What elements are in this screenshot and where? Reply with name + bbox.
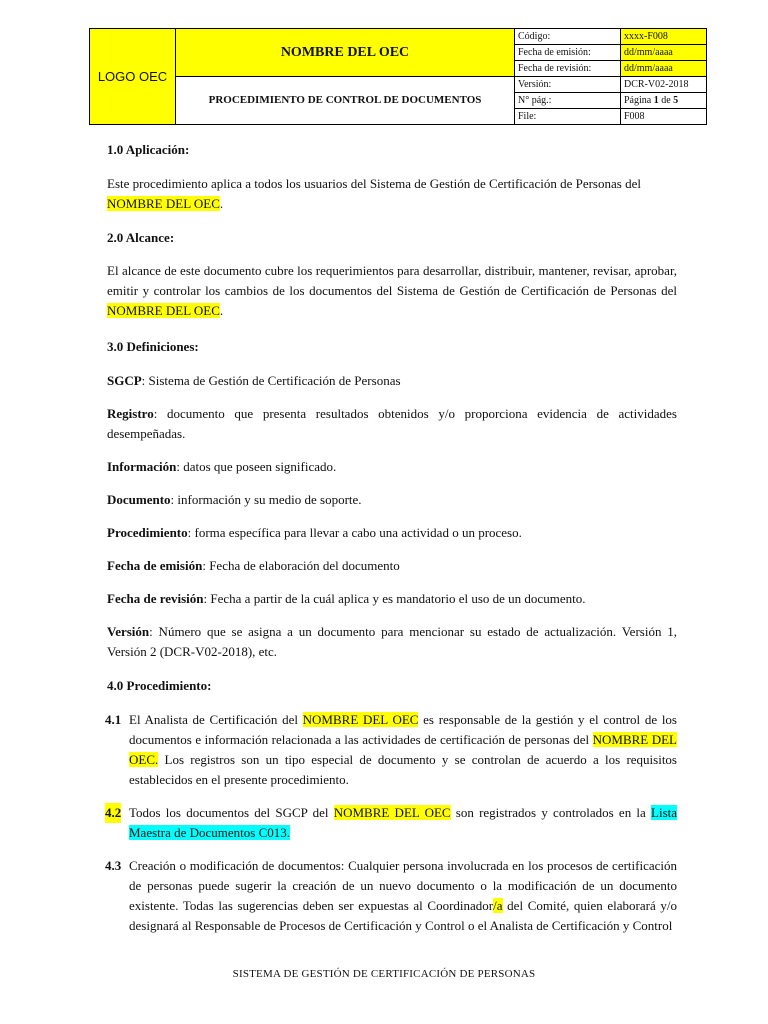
version-value: DCR-V02-2018 — [621, 77, 707, 93]
issue-date-value: dd/mm/aaaa — [621, 45, 707, 61]
page-value: Página 1 de 5 — [621, 93, 707, 109]
section-heading-alcance: 2.0 Alcance: — [107, 230, 175, 245]
paragraph-aplicacion: Este procedimiento aplica a todos los usuarios del Sistema de Gestión de Certificación de Personas del NOMBRE DEL OEC. — [107, 176, 641, 211]
paragraph-alcance: El alcance de este documento cubre los requerimientos para desarrollar, distribuir, mantener, revisar, aprobar, emitir y controlar los cambios de los documentos del Sistema de Gestión de Certificación de Personas del NOMBRE DEL OEC. — [107, 263, 677, 318]
revision-date-label: Fecha de revisión: — [515, 61, 621, 77]
document-body — [107, 140, 677, 936]
highlight-master-list: Lista Maestra de Documentos C013. — [129, 805, 678, 840]
section-heading-aplicacion: 1.0 Aplicación: — [107, 142, 190, 157]
item-number: 4.1 — [105, 712, 122, 727]
org-name: NOMBRE DEL OEC — [176, 29, 515, 77]
highlight-oec-name: NOMBRE DEL OEC — [107, 303, 220, 318]
definition-registro: Registro: documento que presenta resultados obtenidos y/o proporciona evidencia de actividades desempeñadas. — [107, 406, 677, 441]
version-label: Versión: — [515, 77, 621, 93]
highlight-oec-name: NOMBRE DEL OEC. — [129, 732, 677, 767]
revision-date-value: dd/mm/aaaa — [621, 61, 707, 77]
highlight-gender-suffix: /a — [493, 898, 503, 913]
item-number: 4.3 — [105, 858, 122, 873]
definition-fecha-emision: Fecha de emisión: Fecha de elaboración del documento — [107, 558, 400, 573]
procedure-item-4-1: 4.1 El Analista de Certificación del NOMBRE DEL OEC es responsable de la gestión y el control de los documentos e información relacionada a las actividades de certificación de personas del NOMBRE DEL OEC. Los registros son un tipo especial de documento y se controlan de acuerdo a los requisitos establecidos en el presente procedimiento. — [105, 712, 677, 787]
highlight-oec-name: NOMBRE DEL OEC — [333, 805, 451, 820]
highlight-oec-name: NOMBRE DEL OEC — [302, 712, 419, 727]
file-label: File: — [515, 109, 621, 125]
code-value: xxxx-F008 — [621, 29, 707, 45]
page-label: N° pág.: — [515, 93, 621, 109]
procedure-item-4-2: 4.2 Todos los documentos del SGCP del NOMBRE DEL OEC son registrados y controlados en la Lista Maestra de Documentos C013. — [105, 805, 678, 840]
highlight-oec-name: NOMBRE DEL OEC — [107, 196, 220, 211]
logo-placeholder: LOGO OEC — [90, 29, 176, 125]
definition-documento: Documento: información y su medio de soporte. — [107, 492, 362, 507]
procedure-title: PROCEDIMIENTO DE CONTROL DE DOCUMENTOS — [176, 77, 515, 125]
section-heading-procedimiento: 4.0 Procedimiento: — [107, 678, 212, 693]
definition-fecha-revision: Fecha de revisión: Fecha a partir de la cuál aplica y es mandatorio el uso de un documento. — [107, 591, 586, 606]
code-label: Código: — [515, 29, 621, 45]
definition-procedimiento: Procedimiento: forma específica para llevar a cabo una actividad o un proceso. — [107, 525, 522, 540]
section-heading-definiciones: 3.0 Definiciones: — [107, 339, 199, 354]
document-header-table — [89, 28, 707, 125]
file-value: F008 — [621, 109, 707, 125]
definition-informacion: Información: datos que poseen significado. — [107, 459, 337, 474]
definition-version: Versión: Número que se asigna a un documento para mencionar su estado de actualización. Versión 1, Versión 2 (DCR-V02-2018), etc. — [107, 624, 677, 659]
issue-date-label: Fecha de emisión: — [515, 45, 621, 61]
page-footer: SISTEMA DE GESTIÓN DE CERTIFICACIÓN DE PERSONAS — [232, 968, 536, 980]
item-number: 4.2 — [105, 803, 121, 823]
definition-sgcp: SGCP: Sistema de Gestión de Certificación de Personas — [107, 373, 401, 388]
procedure-item-4-3: 4.3 Creación o modificación de documentos: Cualquier persona involucrada en los procesos de certificación de personas puede sugerir la creación de un nuevo documento o la modificación de un documento existente. Todas las sugerencias deben ser expuestas al Coordinador/a del Comité, quien elaborará y/o designará al Responsable de Procesos de Certificación y Control o el Analista de Certificación y Control — [105, 858, 677, 933]
